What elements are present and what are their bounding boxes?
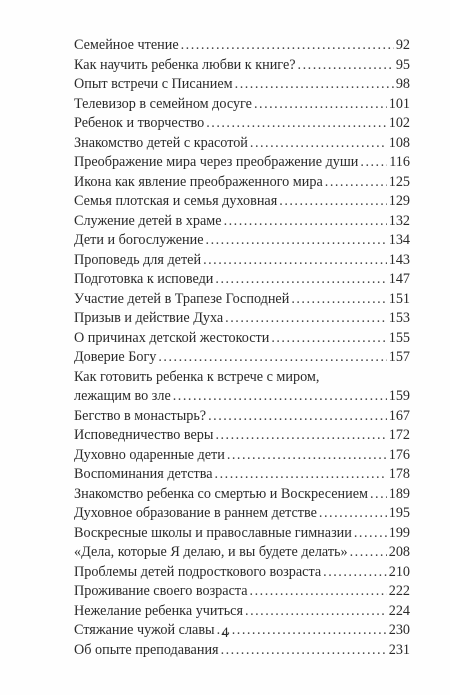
toc-entry <box>74 173 410 193</box>
toc-leader-dots <box>215 426 386 446</box>
toc-entry-page: 95 <box>395 56 410 73</box>
toc-entry <box>74 290 410 310</box>
toc-entry-title: Опыт встречи с Писанием <box>74 76 233 92</box>
toc-entry-title: Исповедничество веры <box>74 427 214 443</box>
toc-entry-title: Воскресные школы и православные гимназии <box>74 524 352 541</box>
toc-entry-page: 224 <box>388 602 410 619</box>
toc-entry <box>74 504 410 524</box>
toc-entry-title: Дети и богослужение <box>74 232 204 248</box>
toc-entry-page: 125 <box>388 173 410 190</box>
toc-entry-title: Проблемы детей подросткового возраста <box>74 563 322 580</box>
toc-entry <box>74 368 410 407</box>
toc-entry-title: Икона как явление преображенного мира <box>74 173 323 190</box>
toc-entry-title: Бегство в монастырь? <box>74 407 207 424</box>
toc-leader-dots <box>245 602 387 622</box>
toc-entry <box>74 602 410 622</box>
toc-entry-title: Преображение мира через преображение души <box>74 154 359 170</box>
toc-entry-title: Духовное образование в раннем детстве <box>74 505 317 521</box>
toc-entry-title: О причинах детской жестокости <box>74 329 270 346</box>
toc-leader-dots <box>203 251 387 271</box>
toc-entry-page: 157 <box>388 349 410 365</box>
toc-entry-page: 178 <box>388 466 410 482</box>
toc-entry-page: 151 <box>388 290 410 307</box>
toc-leader-dots <box>206 231 387 251</box>
toc-leader-dots <box>221 641 387 661</box>
toc-entry-title: Участие детей в Трапезе Господней <box>74 290 290 307</box>
toc-entry <box>74 563 410 583</box>
toc-entry <box>74 36 410 56</box>
toc-leader-dots <box>271 329 386 349</box>
toc-entry-title: Семейное чтение <box>74 37 179 53</box>
toc-leader-dots <box>291 290 386 310</box>
toc-entry-title: лежащим во зле <box>74 388 171 404</box>
toc-leader-dots <box>225 309 387 329</box>
toc-entry-page: 189 <box>388 485 410 502</box>
toc-entry-page: 98 <box>395 76 410 92</box>
toc-entry <box>74 251 410 271</box>
page-number: 4 <box>221 625 229 641</box>
toc-entry <box>74 231 410 251</box>
toc-leader-dots <box>254 95 387 115</box>
toc-entry-page: 208 <box>388 544 410 560</box>
toc-entry <box>74 192 410 212</box>
toc-leader-dots <box>360 153 387 173</box>
toc-leader-dots <box>215 270 386 290</box>
toc-entry-page: 155 <box>388 329 410 346</box>
toc-entry-title: Проживание своего возраста <box>74 583 248 599</box>
toc-leader-dots <box>298 56 394 76</box>
toc-entry <box>74 309 410 329</box>
toc-entry <box>74 426 410 446</box>
toc-leader-dots <box>158 348 386 368</box>
toc-leader-dots <box>354 524 387 544</box>
toc-entry-title: Знакомство ребенка со смертью и Воскресением <box>74 485 368 502</box>
toc-entry-page: 199 <box>388 524 410 541</box>
toc-leader-dots <box>181 36 394 56</box>
toc-leader-dots <box>173 387 387 407</box>
toc-entry <box>74 446 410 466</box>
toc-entry-text-block <box>74 368 410 407</box>
toc-entry-page: 132 <box>388 212 410 229</box>
toc-entry-title: Служение детей в храме <box>74 212 222 229</box>
toc-entry <box>74 329 410 349</box>
toc-entry-page: 195 <box>388 505 410 521</box>
toc-entry <box>74 95 410 115</box>
toc-entry-page: 108 <box>388 134 410 151</box>
toc-entry-page: 230 <box>388 622 410 638</box>
toc-entry-title-line1: Как готовить ребенка к встрече с миром, <box>74 368 320 385</box>
toc-entry <box>74 485 410 505</box>
toc-entry-page: 101 <box>388 95 410 112</box>
toc-entry-title: Нежелание ребенка учиться <box>74 602 244 619</box>
toc-leader-dots <box>208 407 387 427</box>
toc-entry-last-row <box>74 387 410 407</box>
toc-entry-page: 102 <box>388 115 410 131</box>
toc-entry-page: 143 <box>388 251 410 268</box>
toc-leader-dots <box>319 504 387 524</box>
toc-leader-dots <box>206 114 387 134</box>
toc-leader-dots <box>323 563 387 583</box>
toc-entry-title: Духовно одаренные дети <box>74 446 225 463</box>
toc-entry <box>74 134 410 154</box>
toc-entry <box>74 212 410 232</box>
toc-entry-title: Стяжание чужой славы <box>74 622 215 638</box>
toc-entry-page: 159 <box>388 388 410 404</box>
toc-entry-page: 116 <box>389 154 410 170</box>
toc-entry-page: 92 <box>395 37 410 53</box>
toc-entry <box>74 153 410 173</box>
toc-leader-dots <box>350 543 387 563</box>
toc-leader-dots <box>215 465 387 485</box>
toc-entry-title: Призыв и действие Духа <box>74 310 224 326</box>
toc-entry <box>74 465 410 485</box>
toc-entry-title: Подготовка к исповеди <box>74 271 214 287</box>
toc-entry-page: 176 <box>388 446 410 463</box>
toc-entry <box>74 56 410 76</box>
toc-leader-dots <box>224 212 387 232</box>
toc-leader-dots <box>250 134 387 154</box>
toc-leader-dots <box>235 75 394 95</box>
toc-leader-dots <box>227 446 387 466</box>
toc-entry-title: Доверие Богу <box>74 349 157 365</box>
toc-entry <box>74 543 410 563</box>
toc-leader-dots <box>325 173 387 193</box>
toc-entry-title: «Дела, которые Я делаю, и вы будете делать» <box>74 544 348 560</box>
toc-entry-page: 172 <box>388 427 410 443</box>
toc-entry <box>74 348 410 368</box>
toc-entry-page: 210 <box>388 563 410 580</box>
toc-entry-page: 231 <box>388 641 410 658</box>
toc-entry <box>74 75 410 95</box>
toc-entry <box>74 114 410 134</box>
toc-entry-page: 167 <box>388 407 410 424</box>
toc-entry-page: 129 <box>388 193 410 209</box>
toc-entry-page: 222 <box>388 583 410 599</box>
toc-entry-title: Телевизор в семейном досуге <box>74 95 252 112</box>
toc-entry-title: Проповедь для детей <box>74 251 202 268</box>
toc-entry <box>74 270 410 290</box>
toc-entry-title: Об опыте преподавания <box>74 641 219 658</box>
toc-leader-dots <box>250 582 387 602</box>
toc-entry <box>74 641 410 661</box>
toc-leader-dots <box>370 485 387 505</box>
toc-entry <box>74 407 410 427</box>
table-of-contents <box>74 36 410 660</box>
toc-entry-title: Воспоминания детства <box>74 466 213 482</box>
toc-entry <box>74 524 410 544</box>
toc-entry-title: Знакомство детей с красотой <box>74 134 248 151</box>
toc-entry-page: 147 <box>388 271 410 287</box>
toc-entry-page: 153 <box>388 310 410 326</box>
toc-entry <box>74 582 410 602</box>
toc-entry-title: Как научить ребенка любви к книге? <box>74 56 296 73</box>
toc-entry-page: 134 <box>388 232 410 248</box>
toc-entry-title: Ребенок и творчество <box>74 115 205 131</box>
toc-entry-title: Семья плотская и семья духовная <box>74 193 278 209</box>
toc-leader-dots <box>279 192 386 212</box>
